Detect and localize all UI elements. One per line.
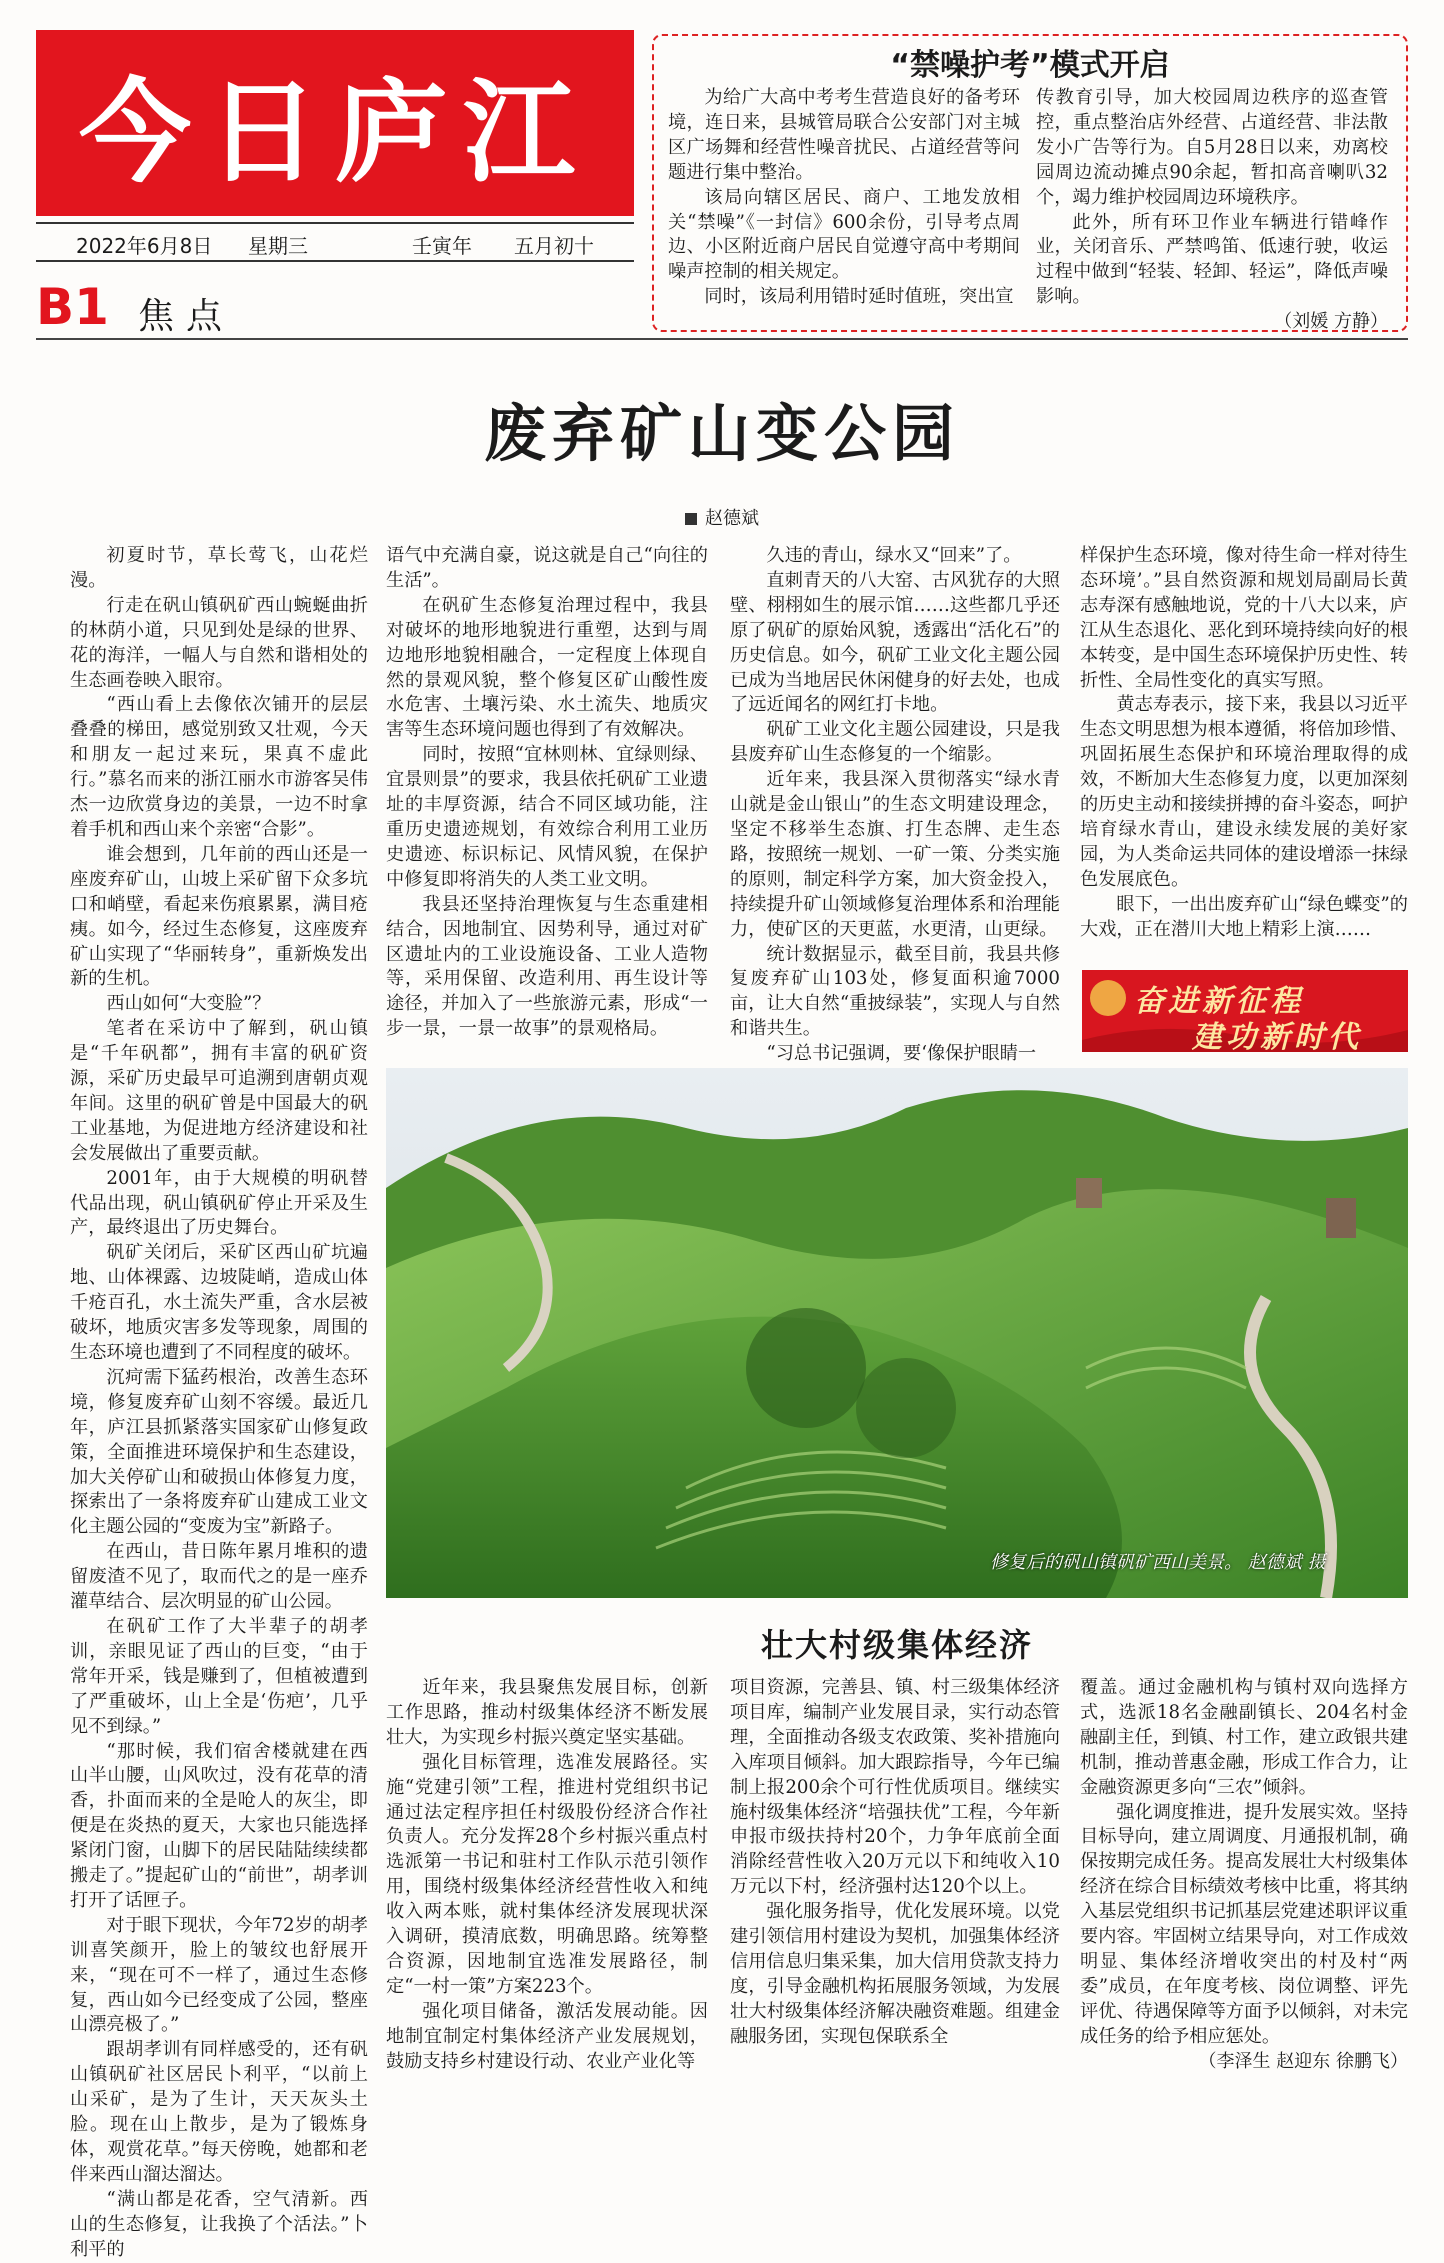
paragraph: 沉疴需下猛药根治，改善生态环境，修复废弃矿山刻不容缓。最近几年，庐江县抓紧落实国家矿山修复政策，全面推进环境保护和生态建设，加大关停矿山和破损山体修复力度，探索出了一条将废弃矿山建成工业文化主题公园的“变废为宝”新路子。 [70, 1366, 368, 1538]
section-rule [36, 338, 1408, 340]
paragraph: 强化服务指导，优化发展环境。以党建引领信用村建设为契机，加强集体经济信用信息归集采集，加大信用贷款支持力度，引导金融机构拓展服务领域，为发展壮大村级集体经济解决融资难题。组建金融服务团，实现包保联系全 [730, 1901, 1060, 2047]
news-brief-col1 [668, 86, 1020, 310]
paragraph: 覆盖。通过金融机构与镇村双向选择方式，选派18名金融副镇长、204名村金融副主任，到镇、村工作，建立政银共建机制，推动普惠金融，形成工作合力，让金融资源更多向“三农”倾斜。 [1080, 1677, 1408, 1798]
paragraph: 在矾矿生态修复治理过程中，我县对破坏的地形地貌进行重塑，达到与周边地形地貌相融合，一定程度上体现自然的景观风貌，整个修复区矿山酸性废水危害、土壤污染、水土流失、地质灾害等生态环境问题也得到了有效解决。 [386, 594, 708, 741]
paragraph: 矾矿工业文化主题公园建设，只是我县废弃矿山生态修复的一个缩影。 [730, 719, 1060, 766]
paragraph: 为给广大高中考考生营造良好的备考环境，连日来，县城管局联合公安部门对主城区广场舞和经营性噪音扰民、占道经营等问题进行集中整治。 [668, 87, 1020, 183]
paragraph: 黄志寿表示，接下来，我县以习近平生态文明思想为根本遵循，将倍加珍惜、巩固拓展生态保护和环境治理取得的成效，不断加大生态修复力度，以更加深刻的历史主动和接续拼搏的奋斗姿态，呵护培育绿水青山，建设永续发展的美好家园，为人类命运共同体的建设增添一抹绿色发展底色。 [1080, 694, 1408, 890]
paragraph: 强化项目储备，激活发展动能。因地制宜制定村集体经济产业发展规划，鼓励支持乡村建设行动、农业产业化等 [386, 2000, 708, 2072]
paragraph: “那时候，我们宿舍楼就建在西山半山腰，山风吹过，没有花草的清香，扑面而来的全是呛人的灰尘，即便是在炎热的夏天，大家也只能选择紧闭门窗，山脚下的居民陆陆续续都搬走了。”提起矿山的“前世”，胡孝训打开了话匣子。 [70, 1740, 368, 1911]
paragraph: 谁会想到，几年前的西山还是一座废弃矿山，山坡上采矿留下众多坑口和峭壁，看起来伤痕累累，满目疮痍。如今，经过生态修复，这座废弃矿山实现了“华丽转身”，重新焕发出新的生机。 [70, 843, 368, 990]
news-brief-title: “禁噪护考”模式开启 [890, 48, 1170, 83]
paragraph: 初夏时节，草长莺飞，山花烂漫。 [70, 545, 368, 591]
paragraph: 笔者在采访中了解到，矾山镇是“千年矾都”，拥有丰富的矾矿资源，采矿历史最早可追溯到唐朝贞观年间。这里的矾矿曾是中国最大的矾工业基地，为促进地方经济建设和社会发展做出了重要贡献。 [70, 1018, 368, 1164]
paragraph: 对于眼下现状，今年72岁的胡孝训喜笑颜开，脸上的皱纹也舒展开来，“现在可不一样了，通过生态修复，西山如今已经变成了公园，整座山漂亮极了。” [70, 1914, 368, 2036]
section-name: 焦点 [138, 296, 235, 337]
paragraph: 近年来，我县深入贯彻落实“绿水青山就是金山银山”的生态文明建设理念，坚定不移举生态旗、打生态牌、走生态路，按照统一规划、一矿一策、分类实施的原则，制定科学方案，加大资金投入，持续提升矿山领域修复治理体系和治理能力，使矿区的天更蓝，水更清，山更绿。 [730, 769, 1060, 940]
photo-caption: 修复后的矾山镇矾矿西山美景。 赵德斌 摄 [990, 1552, 1326, 1573]
paragraph: 直刺青天的八大窑、古风犹存的大照壁、栩栩如生的展示馆……这些都几乎还原了矾矿的原始风貌，透露出“活化石”的历史信息。如今，矾矿工业文化主题公园已成为当地居民休闲健身的好去处，也成了远近闻名的网红打卡地。 [730, 569, 1060, 716]
paragraph: 近年来，我县聚焦发展目标，创新工作思路，推动村级集体经济不断发展壮大，为实现乡村振兴奠定坚实基础。 [386, 1677, 708, 1748]
section-number: B1 [36, 278, 109, 336]
article-col3 [730, 544, 1060, 1067]
author-name: 赵德斌 [705, 508, 759, 529]
article2-col2 [730, 1676, 1060, 2050]
mountain-landscape-image [386, 1068, 1408, 1598]
paragraph: 久违的青山，绿水又“回来”了。 [766, 545, 1022, 566]
article2-byline: （李泽生 赵迎东 徐鹏飞） [1198, 2050, 1408, 2072]
paragraph: 眼下，一出出废弃矿山“绿色蝶变”的大戏，正在潜川大地上精彩上演…… [1080, 893, 1408, 940]
paragraph: 传教育引导，加大校园周边秩序的巡查管控，重点整治店外经营、占道经营、非法散发小广告等行为。自5月28日以来，劝离校园周边流动摊点90余起，暂扣高音喇叭32个，竭力维护校园周边环境秩序。 [1036, 87, 1388, 208]
paragraph: 西山如何“大变脸”？ [106, 993, 271, 1015]
date: 2022年6月8日 [76, 234, 213, 258]
dateline [36, 222, 634, 262]
paragraph: “习总书记强调，要‘像保护眼睛一 [766, 1043, 1037, 1065]
paragraph: “满山都是花香，空气清新。西山的生态修复，让我换了个活法。”卜利平的 [70, 2188, 368, 2260]
paragraph: 强化调度推进，提升发展实效。坚持目标导向，建立周调度、月通报机制，确保按期完成任务。提高发展壮大村级集体经济在综合目标绩效考核中比重，将其纳入基层党组织书记抓基层党建述职评议重要内容。牢固树立结果导向，对工作成效明显、集体经济增收突出的村及村“两委”成员，在年度考核、岗位调整、评先评优、待遇保障等方面予以倾斜，对未完成任务的给予相应惩处。 [1080, 1801, 1408, 2047]
paragraph: 此外，所有环卫作业车辆进行错峰作业，关闭音乐、严禁鸣笛、低速行驶，收运过程中做到“轻装、轻卸、轻运”，降低声噪影响。 [1036, 211, 1388, 308]
news-brief-col2 [1036, 86, 1388, 335]
article-col1 [70, 544, 368, 2263]
paragraph: 行走在矾山镇矾矿西山蜿蜒曲折的林荫小道，只见到处是绿的世界、花的海洋，一幅人与自然和谐相处的生态画卷映入眼帘。 [70, 594, 368, 691]
lunar-year: 壬寅年 [412, 234, 472, 258]
article2-col3 [1080, 1676, 1408, 2075]
article-headline: 废弃矿山变公园 [483, 397, 960, 470]
banner-line1: 奋进新征程 [1134, 984, 1304, 1019]
article-col4 [1080, 544, 1408, 943]
paragraph: 我县还坚持治理恢复与生态重建相结合，因地制宜、因势利导，通过对矿区遗址内的工业设施设备、工业人造物等，采用保留、改造利用、再生设计等途径，并加入了一些旅游元素，形成“一步一景，一景一故事”的景观格局。 [386, 893, 708, 1040]
paragraph: 矾矿关闭后，采矿区西山矿坑遍地、山体裸露、边坡陡峭，造成山体千疮百孔，水土流失严重，含水层被破坏，地质灾害多发等现象，周围的生态环境也遭到了不同程度的破坏。 [70, 1242, 368, 1363]
article-photo [386, 1068, 1408, 1598]
article-author [0, 504, 1444, 530]
paragraph: 同时，按照“宜林则林、宜绿则绿、宜景则景”的要求，我县依托矾矿工业遗址的丰厚资源，结合不同区域功能，注重历史遗迹规划，有效综合利用工业历史遗迹、标识标记、风情风貌，在保护中修复即将消失的人类工业文明。 [386, 744, 708, 890]
paragraph: 在矾矿工作了大半辈子的胡孝训，亲眼见证了西山的巨变，“由于常年开采，钱是赚到了，但植被遭到了严重破坏，山上全是‘伤疤’，几乎见不到绿。” [70, 1615, 368, 1737]
paragraph: 强化目标管理，选准发展路径。实施“党建引领”工程，推进村党组织书记通过法定程序担任村级股份经济合作社负责人。充分发挥28个乡村振兴重点村选派第一书记和驻村工作队示范引领作用，围绕村级集体经济经营性收入和纯收入两本账，就村集体经济发展现状深入调研，摸清底数，明确思路。统筹整合资源，因地制宜选准发展路径，制定“一村一策”方案223个。 [386, 1751, 708, 1997]
news-brief-byline: （刘媛 方静） [1274, 311, 1388, 333]
masthead-title: 今日庐江 [36, 30, 634, 216]
weekday: 星期三 [248, 234, 308, 258]
banner-line2: 建功新时代 [1192, 1020, 1362, 1052]
paragraph: 样保护生态环境，像对待生命一样对待生态环境’。”县自然资源和规划局副局长黄志寿深有感触地说，党的十八大以来，庐江从生态退化、恶化到环境持续向好的根本转变，是中国生态环境保护历史性、转折性、全局性变化的真实写照。 [1080, 545, 1408, 691]
paragraph: 在西山，昔日陈年累月堆积的遗留废渣不见了，取而代之的是一座乔灌草结合、层次明显的矿山公园。 [70, 1541, 368, 1613]
paragraph: “西山看上去像依次铺开的层层叠叠的梯田，感觉别致又壮观，今天和朋友一起过来玩，果真不虚此行。”慕名而来的浙江丽水市游客吴伟杰一边欣赏身边的美景，一边不时拿着手机和西山来个亲密“合影”。 [70, 694, 368, 840]
paragraph: 跟胡孝训有同样感受的，还有矾山镇矾矿社区居民卜利平，“以前上山采矿，是为了生计，天天灰头土脸。现在山上散步，是为了锻炼身体，观赏花草。”每天傍晚，她都和老伴来西山溜达溜达。 [70, 2039, 368, 2185]
paragraph: 统计数据显示，截至目前，我县共修复废弃矿山103处，修复面积逾7000亩，让大自然“重披绿装”，实现人与自然和谐共生。 [730, 943, 1060, 1040]
paragraph: 该局向辖区居民、商户、工地发放相关“禁噪”《一封信》600余份，引导考点周边、小区附近商户居民自觉遵守高中考期间噪声控制的相关规定。 [668, 186, 1020, 283]
paragraph: 项目资源，完善县、镇、村三级集体经济项目库，编制产业发展目录，实行动态管理，全面推动各级支农政策、奖补措施向入库项目倾斜。加大跟踪指导，今年已编制上报200余个可行性优质项目。继续实施村级集体经济“培强扶优”工程，今年新申报市级扶持村20个，力争年底前全面消除经营性收入20万元以下和纯收入10万元以下村，经济强村达120个以上。 [730, 1677, 1060, 1898]
paragraph: 2001年，由于大规模的明矾替代品出现，矾山镇矾矿停止开采及生产，最终退出了历史舞台。 [70, 1167, 368, 1239]
article2-headline: 壮大村级集体经济 [760, 1626, 1033, 1664]
article2-col1 [386, 1676, 708, 2075]
paragraph: 同时，该局利用错时延时值班，突出宣 [704, 286, 1014, 308]
slogan-banner [1082, 970, 1408, 1052]
article-col2 [386, 544, 708, 1042]
lunar-day: 五月初十 [514, 234, 594, 258]
paragraph: 语气中充满自豪，说这就是自己“向往的生活”。 [386, 545, 708, 591]
